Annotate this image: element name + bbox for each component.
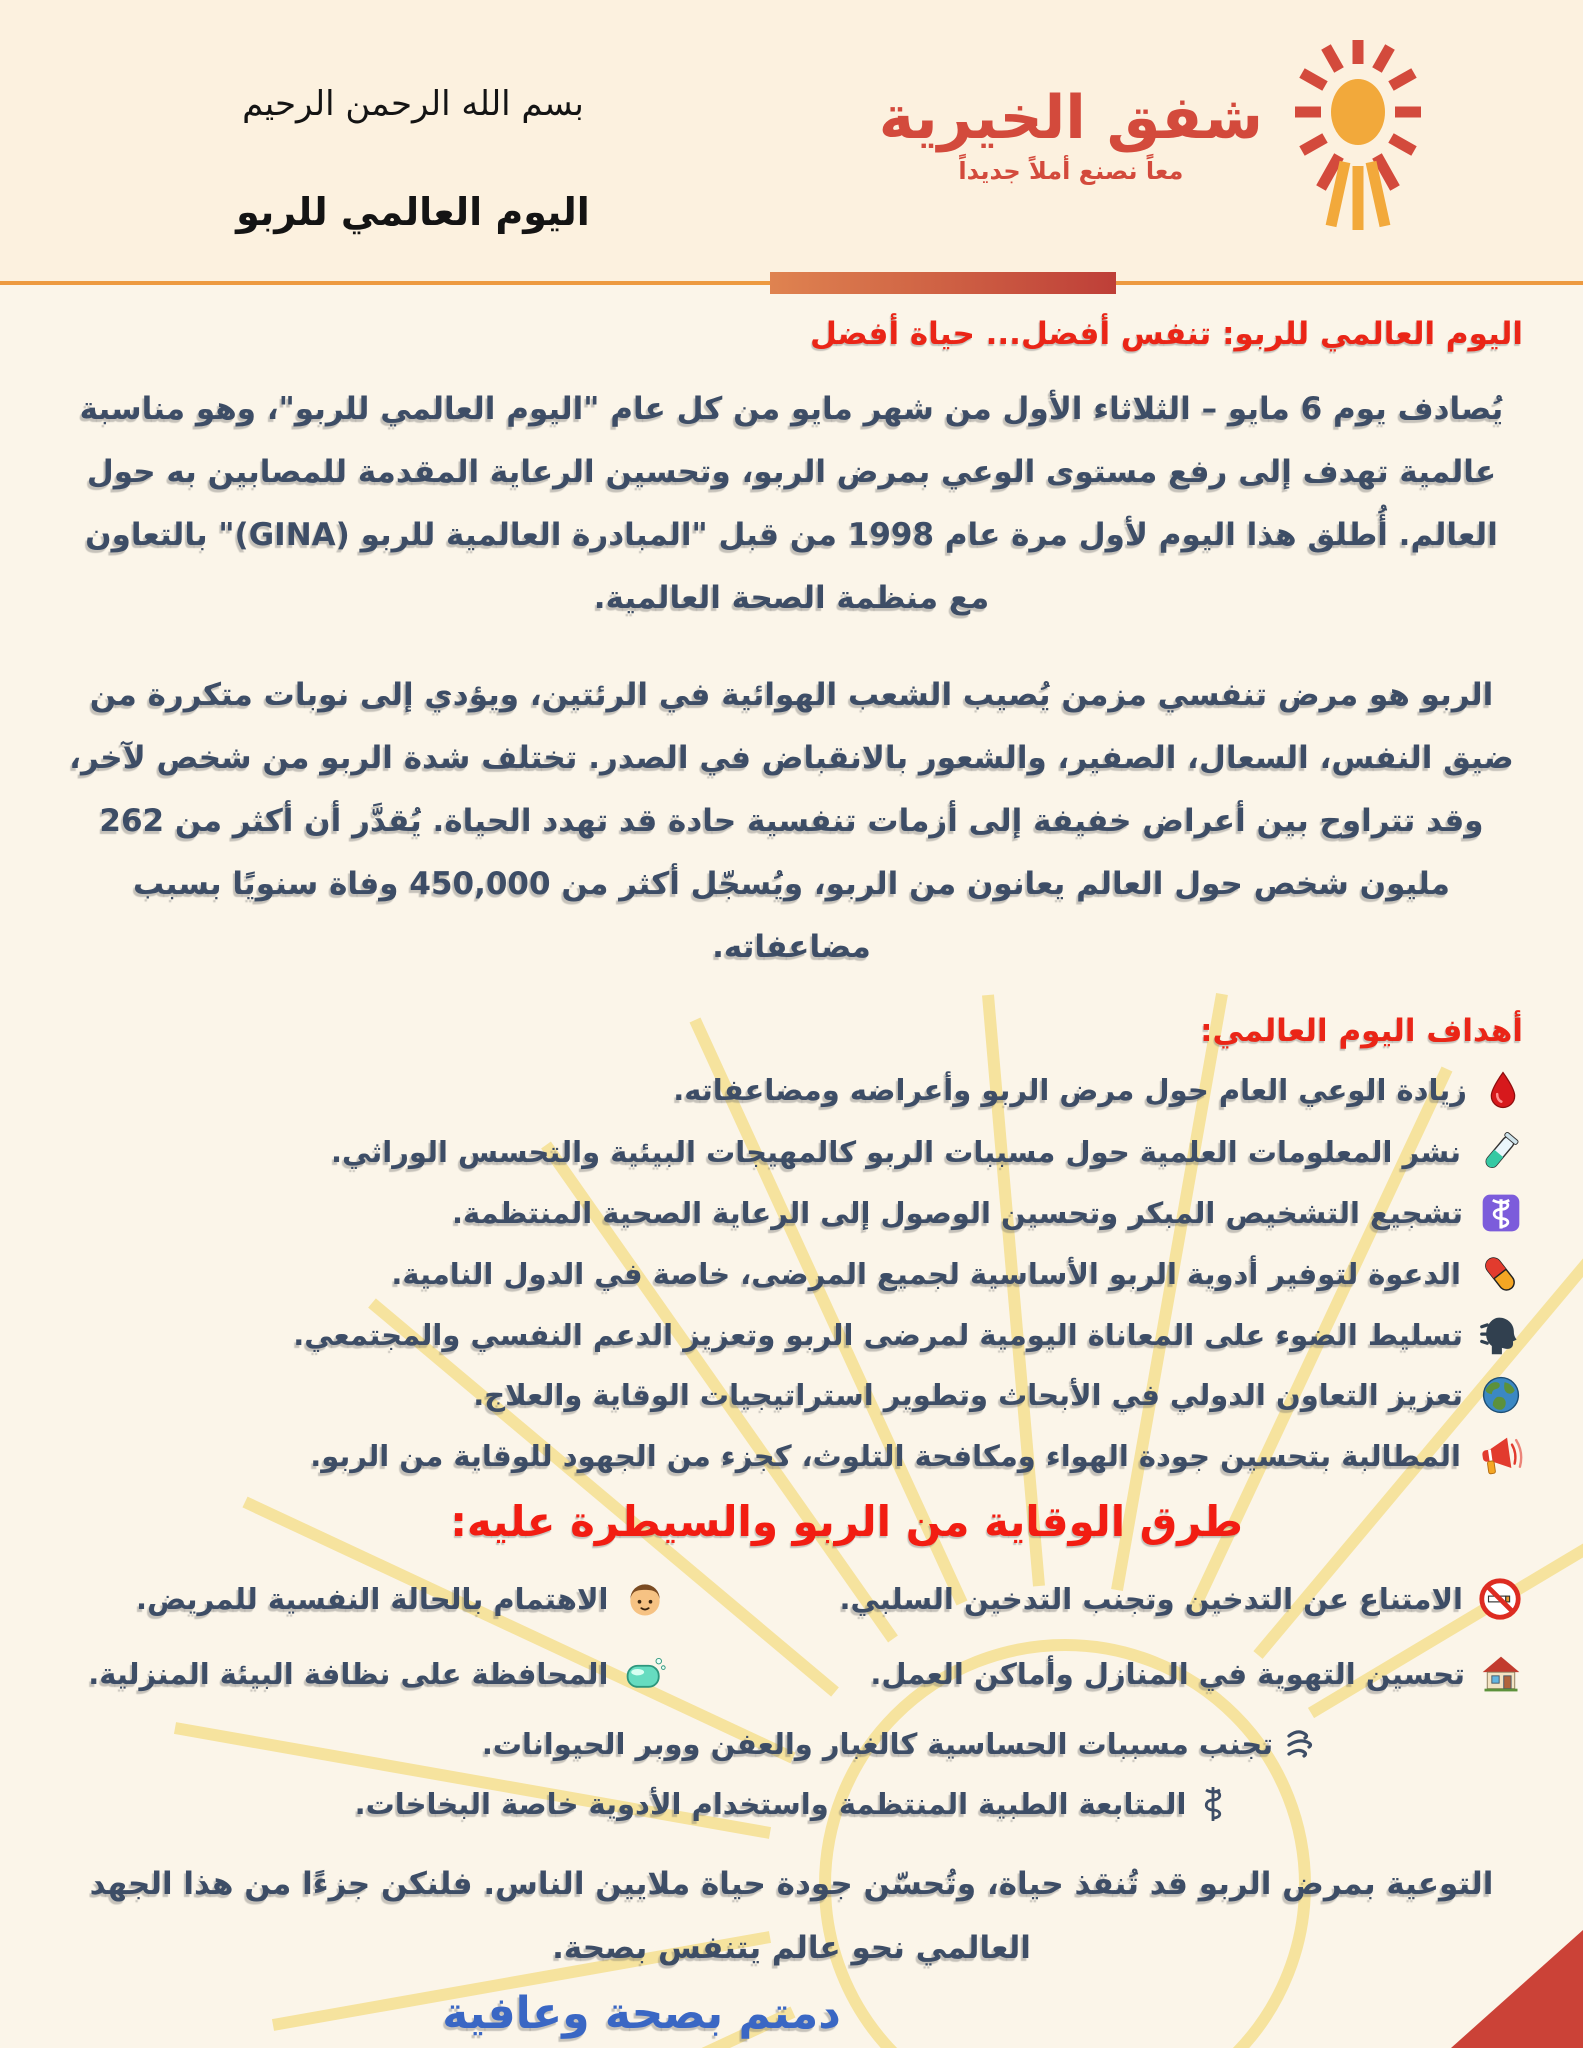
list-item [60, 1433, 1523, 1479]
list-item [170, 1726, 1583, 1762]
list-item [60, 1576, 777, 1622]
pill-icon [1477, 1251, 1523, 1297]
goals-heading: أهداف اليوم العالمي: [1200, 1013, 1523, 1049]
about-asthma-paragraph: الربو هو مرض تنفسي مزمن يُصيب الشعب الهوائية في الرئتين، ويؤدي إلى نوبات متكررة من ضيق النفس، السعال، الصفير، والشعور بالانقباض في الصدر. تختلف شدة الربو من شخص لآخر، وقد تتراوح بين أعراض خفيفة إلى أزمات تنفسية حادة قد تهدد الحياة. يُقدَّر أن أكثر من 262 مليون شخص حول العالم يعانون من الربو، ويُسجّل أكثر من 450,000 وفاة سنويًا بسبب مضاعفاته. [69, 677, 1514, 965]
megaphone-icon [1477, 1433, 1523, 1479]
basmala-text: بسم الله الرحمن الرحيم [242, 84, 584, 124]
list-item [60, 1313, 1523, 1357]
list-item [60, 1652, 777, 1696]
goal-text: نشر المعلومات العلمية حول مسببات الربو كالمهيجات البيئية والتحسس الوراثي. [331, 1135, 1461, 1169]
intro-paragraph: يُصادف يوم 6 مايو – الثلاثاء الأول من شهر مايو من كل عام "اليوم العالمي للربو"، وهو مناسبة عالمية تهدف إلى رفع مستوى الوعي بمرض الربو، وتحسين الرعاية المقدمة للمصابين به حول العالم. أُطلق هذا اليوم لأول مرة عام 1998 من قبل "المبادرة العالمية للربو (GINA)" بالتعاون مع منظمة الصحة العالمية. [79, 391, 1504, 616]
header-divider-bar [770, 272, 1116, 294]
prevention-text: الاهتمام بالحالة النفسية للمريض. [136, 1582, 609, 1616]
wind-icon [1285, 1726, 1321, 1762]
poster-content [60, 306, 1523, 2039]
prevention-text: المتابعة الطبية المنتظمة واستخدام الأدوية خاصة البخاخات. [354, 1787, 1187, 1821]
goal-text: تسليط الضوء على المعاناة اليومية لمرضى الربو وتعزيز الدعم النفسي والمجتمعي. [293, 1318, 1463, 1352]
list-item [807, 1576, 1524, 1622]
list-item [60, 1373, 1523, 1417]
intro-heading: اليوم العالمي للربو: تنفس أفضل... حياة أفضل [809, 316, 1523, 352]
speaking-head-icon [1479, 1313, 1523, 1357]
closing-paragraph: التوعية بمرض الربو قد تُنقذ حياة، وتُحسّن جودة حياة ملايين الناس. فلنكن جزءًا من هذا الجهد العالمي نحو عالم يتنفس بصحة. [89, 1866, 1494, 1966]
globe-icon [1479, 1373, 1523, 1417]
goals-list [60, 1067, 1523, 1479]
goal-text: تشجيع التشخيص المبكر وتحسين الوصول إلى الرعاية الصحية المنتظمة. [451, 1196, 1463, 1230]
list-item [60, 1129, 1523, 1175]
list-item [60, 1784, 1523, 1824]
child-face-icon [623, 1577, 667, 1621]
house-icon [1479, 1652, 1523, 1696]
no-smoking-icon [1477, 1576, 1523, 1622]
document-title: اليوم العالمي للربو [236, 190, 590, 234]
prevention-heading: طرق الوقاية من الربو والسيطرة عليه: [450, 1497, 1243, 1546]
prevention-text: المحافظة على نظافة البيئة المنزلية. [88, 1657, 609, 1691]
list-item [60, 1251, 1523, 1297]
test-tube-icon [1477, 1129, 1523, 1175]
caduceus-icon [1198, 1784, 1228, 1824]
goal-text: تعزيز التعاون الدولي في الأبحاث وتطوير استراتيجيات الوقاية والعلاج. [473, 1378, 1463, 1412]
charity-name: شفق الخيرية [878, 83, 1263, 153]
medical-symbol-icon [1479, 1191, 1523, 1235]
list-item [807, 1652, 1524, 1696]
goal-text: المطالبة بتحسين جودة الهواء ومكافحة التلوث، كجزء من الجهود للوقاية من الربو. [310, 1439, 1461, 1473]
prevention-grid [60, 1576, 1523, 1696]
list-item [60, 1067, 1523, 1113]
charity-tagline: معاً نصنع أملاً جديداً [958, 157, 1184, 185]
soap-icon [623, 1652, 667, 1696]
goal-text: الدعوة لتوفير أدوية الربو الأساسية لجميع المرضى، خاصة في الدول النامية. [391, 1257, 1461, 1291]
prevention-text: الامتناع عن التدخين وتجنب التدخين السلبي. [839, 1582, 1463, 1616]
blood-drop-icon [1483, 1067, 1523, 1113]
goal-text: زيادة الوعي العام حول مرض الربو وأعراضه ومضاعفاته. [673, 1073, 1467, 1107]
sun-logo-icon [1283, 40, 1433, 230]
list-item [60, 1191, 1523, 1235]
farewell-text: دمتم بصحة وعافية [442, 1988, 841, 2039]
charity-logo [879, 40, 1433, 230]
prevention-text: تجنب مسببات الحساسية كالغبار والعفن ووبر الحيوانات. [481, 1727, 1274, 1761]
prevention-text: تحسين التهوية في المنازل وأماكن العمل. [870, 1657, 1465, 1691]
